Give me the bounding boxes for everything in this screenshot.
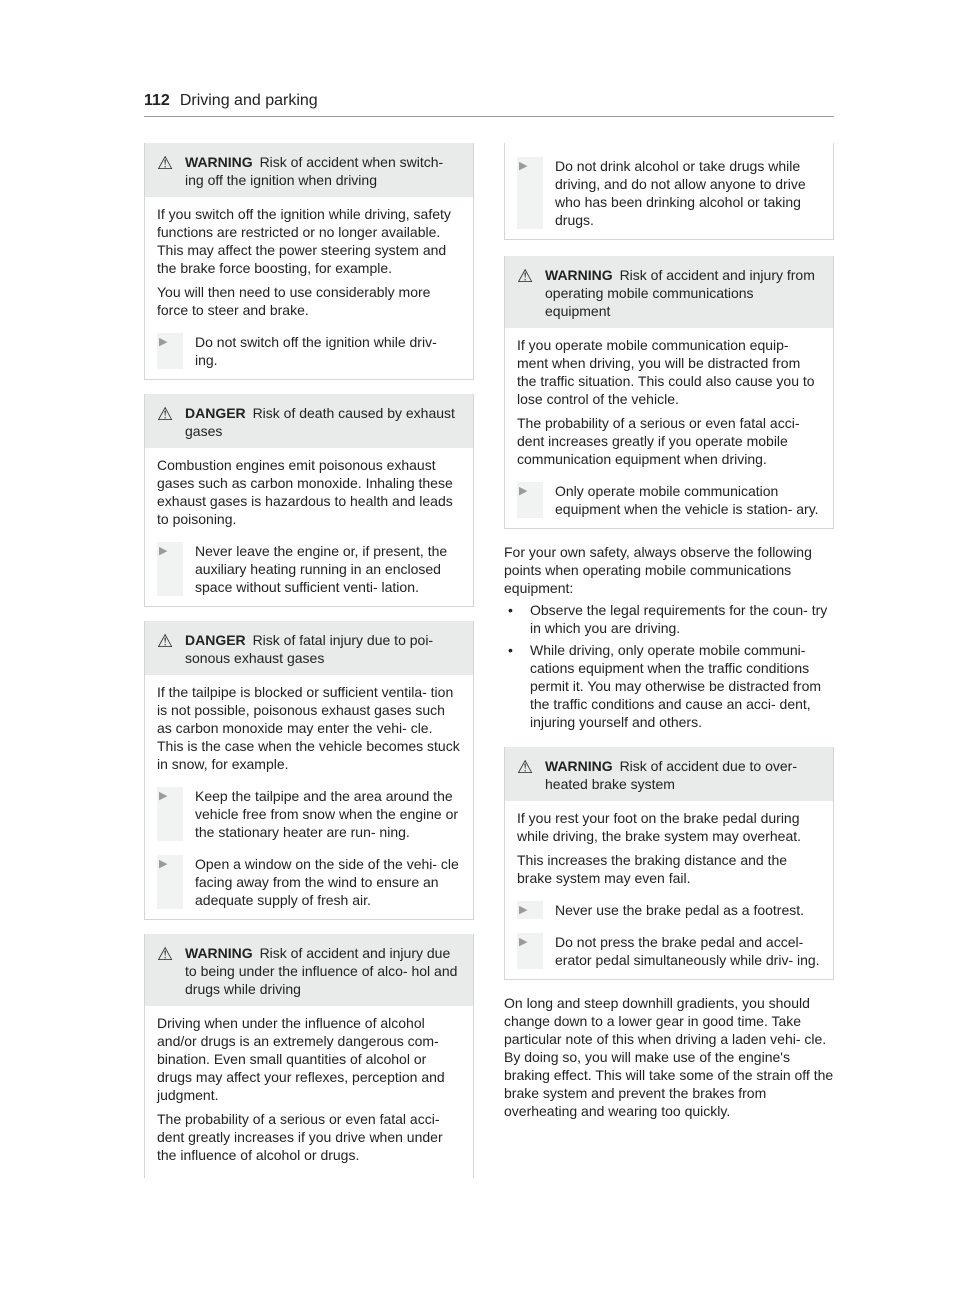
- right-column: [504, 143, 834, 1120]
- box-body: [505, 801, 833, 979]
- box-title: Risk of death caused by exhaust gases: [185, 405, 455, 439]
- step-text: Do not switch off the ignition while driv- ing.: [195, 334, 437, 368]
- box-header: [145, 934, 473, 1006]
- box-header: [505, 256, 833, 328]
- warning-box-alcohol: [144, 934, 474, 1178]
- box-keyword: WARNING: [185, 945, 253, 961]
- left-column: [144, 143, 474, 1192]
- box-header: [145, 143, 473, 197]
- danger-box-tailpipe: [144, 621, 474, 920]
- body-paragraph: For your own safety, always observe the following points when operating mobile communications equipment:: [504, 544, 812, 596]
- instruction-step: [517, 482, 821, 518]
- instruction-step: [517, 933, 821, 969]
- box-paragraph: This increases the braking distance and the brake system may even fail.: [517, 852, 788, 886]
- box-paragraph: The probability of a serious or even fatal acci- dent greatly increases if you drive when under the influence of alcohol or drugs.: [157, 1111, 443, 1163]
- step-text: Never leave the engine or, if present, the auxiliary heating running in an enclosed space without sufficient venti- lation.: [195, 543, 448, 595]
- instruction-step: [157, 542, 461, 596]
- step-arrow-icon: ▶: [159, 336, 168, 348]
- box-paragraph: If you operate mobile communication equip- ment when driving, you will be distracted from the traffic situation. This could also cause you to lose control of the vehicle.: [517, 337, 815, 407]
- box-body: [145, 448, 473, 606]
- box-title: Risk of accident when switch- ing off the ignition when driving: [185, 154, 444, 188]
- bullet-icon: •: [508, 602, 513, 618]
- step-text: Do not press the brake pedal and accel- erator pedal simultaneously while driv- ing.: [555, 934, 820, 968]
- box-keyword: WARNING: [185, 154, 253, 170]
- warning-triangle-icon: ⚠: [157, 944, 174, 964]
- bullet-list: [504, 601, 834, 731]
- box-body: [145, 675, 473, 919]
- step-text: Never use the brake pedal as a footrest.: [555, 902, 805, 918]
- step-arrow-icon: ▶: [159, 858, 168, 870]
- box-header: [505, 747, 833, 801]
- danger-box-exhaust: [144, 394, 474, 607]
- box-keyword: DANGER: [185, 405, 246, 421]
- section-title: Driving and parking: [179, 92, 318, 109]
- box-keyword: WARNING: [545, 267, 613, 283]
- box-header: [145, 621, 473, 675]
- warning-box-brake: [504, 747, 834, 980]
- list-item: • While driving, only operate mobile communi- cations equipment when the traffic conditions permit it. You may otherwise be distracted from the traffic conditions and cause an acci- dent, injuring yourself and others.: [504, 641, 834, 731]
- step-text: Open a window on the side of the vehi- cle facing away from the wind to ensure an adequate supply of fresh air.: [195, 856, 459, 908]
- box-paragraph: If the tailpipe is blocked or sufficient ventila- tion is not possible, poisonous exhaust gases such as carbon monoxide may enter the vehi- cle. This is the case when the vehicle becomes stuck in snow, for example.: [157, 684, 460, 772]
- instruction-step: [157, 787, 461, 841]
- instruction-step: [517, 901, 821, 919]
- box-body: [145, 197, 473, 379]
- warning-box-ignition: [144, 143, 474, 380]
- box-title: Risk of accident due to over- heated brake system: [545, 758, 797, 792]
- bullet-icon: •: [508, 642, 513, 658]
- box-body: [505, 328, 833, 528]
- box-keyword: DANGER: [185, 632, 246, 648]
- step-arrow-icon: ▶: [519, 160, 528, 172]
- instruction-step: [517, 157, 821, 229]
- box-paragraph: If you switch off the ignition while driving, safety functions are restricted or no longer available. This may affect the power steering system and the brake force boosting, for example.: [157, 206, 451, 276]
- step-arrow-icon: ▶: [159, 790, 168, 802]
- box-title: Risk of fatal injury due to poi- sonous exhaust gases: [185, 632, 434, 666]
- step-arrow-icon: ▶: [519, 485, 528, 497]
- box-keyword: WARNING: [545, 758, 613, 774]
- page-header: [144, 92, 834, 117]
- step-text: Do not drink alcohol or take drugs while driving, and do not allow anyone to drive who has been drinking alcohol or taking drugs.: [555, 158, 806, 228]
- box-paragraph: You will then need to use considerably more force to steer and brake.: [157, 284, 431, 318]
- box-title: Risk of accident and injury from operating mobile communications equipment: [545, 267, 815, 319]
- page-number: 112: [144, 92, 170, 109]
- step-text: Keep the tailpipe and the area around the vehicle free from snow when the engine or the stationary heater are run- ning.: [195, 788, 459, 840]
- box-body: [505, 143, 833, 239]
- warning-triangle-icon: ⚠: [157, 631, 174, 651]
- box-header: [145, 394, 473, 448]
- list-item: • Observe the legal requirements for the coun- try in which you are driving.: [504, 601, 834, 637]
- instruction-step: [157, 333, 461, 369]
- box-paragraph: The probability of a serious or even fatal acci- dent increases greatly if you operate mobile communication equipment when driving.: [517, 415, 800, 467]
- body-paragraph: On long and steep downhill gradients, you should change down to a lower gear in good time. Take particular note of this when driving a laden vehi- cle. By doing so, you will make use of the engine's braking effect. This will take some of the strain off the brake system and prevent the brakes from overheating and wearing too quickly.: [504, 995, 834, 1119]
- warning-box-mobile: [504, 256, 834, 529]
- warning-triangle-icon: ⚠: [157, 404, 174, 424]
- box-paragraph: Combustion engines emit poisonous exhaust gases such as carbon monoxide. Inhaling these exhaust gases is hazardous to health and leads to poisoning.: [157, 457, 453, 527]
- instruction-step: [157, 855, 461, 909]
- step-arrow-icon: ▶: [519, 936, 528, 948]
- warning-triangle-icon: ⚠: [517, 757, 534, 777]
- warning-triangle-icon: ⚠: [517, 266, 534, 286]
- step-arrow-icon: ▶: [519, 904, 528, 916]
- step-arrow-icon: ▶: [159, 545, 168, 557]
- box-paragraph: Driving when under the influence of alcohol and/or drugs is an extremely dangerous com- bination. Even small quantities of alcohol or drugs may affect your reflexes, perception and judgment.: [157, 1015, 445, 1103]
- box-body: [145, 1006, 473, 1178]
- warning-box-alcohol-continued: [504, 143, 834, 240]
- step-text: Only operate mobile communication equipment when the vehicle is station- ary.: [555, 483, 819, 517]
- box-title: Risk of accident and injury due to being under the influence of alco- hol and drugs while driving: [185, 945, 458, 997]
- warning-triangle-icon: ⚠: [157, 153, 174, 173]
- box-paragraph: If you rest your foot on the brake pedal during while driving, the brake system may overheat.: [517, 810, 802, 844]
